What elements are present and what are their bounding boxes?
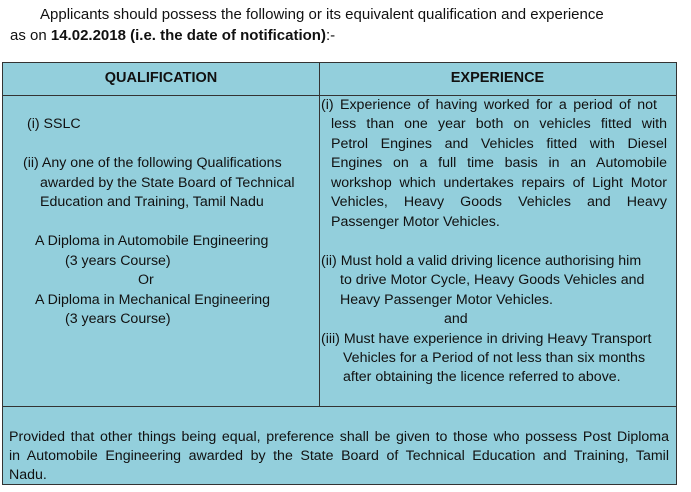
qualification-line: awarded by the State Board of Technical <box>40 175 295 191</box>
experience-line: to drive Motor Cycle, Heavy Goods Vehicles and <box>340 272 645 288</box>
experience-line: and <box>444 311 468 327</box>
experience-line: Passenger Motor Vehicles. <box>331 214 500 230</box>
experience-line: Vehicles for a Period of not less than six months <box>343 350 646 366</box>
experience-line: Vehicles, Heavy Goods Vehicles and Heavy <box>331 194 667 210</box>
experience-line: workshop which undertakes repairs of Light Motor <box>331 175 667 191</box>
qualification-line: Education and Training, Tamil Nadu <box>40 194 264 210</box>
experience-line: Heavy Passenger Motor Vehicles. <box>340 292 553 308</box>
qualification-line: (i) SSLC <box>27 116 81 132</box>
header-experience: EXPERIENCE <box>450 70 545 86</box>
intro-suffix: :- <box>325 27 336 44</box>
intro-text: as on <box>10 27 51 44</box>
intro-line-1: Applicants should possess the following or its equivalent qualification and experience <box>40 6 604 23</box>
footer-line: Provided that other things being equal, preference shall be given to those who possess Post Diploma <box>9 429 669 445</box>
experience-line: less than one year both on vehicles fitted with <box>331 116 667 132</box>
experience-line: Petrol Engines and Vehicles fitted with Diesel <box>331 136 667 152</box>
qualification-line: Or <box>138 272 154 288</box>
header-qualification: QUALIFICATION <box>104 70 218 86</box>
experience-line: Engines on a full time basis in an Automobile <box>331 155 667 171</box>
experience-line: after obtaining the licence referred to above. <box>343 369 621 385</box>
row-divider <box>3 406 676 407</box>
intro-line-2 <box>10 25 670 46</box>
qualification-line: A Diploma in Mechanical Engineering <box>35 292 271 308</box>
experience-line: (iii) Must have experience in driving Heavy Transport <box>321 331 652 347</box>
footer-line: in Automobile Engineering awarded by the State Board of Technical Education and Training, Tamil <box>9 448 669 464</box>
notification-date: 14.02.2018 (i.e. the date of notification) <box>50 27 326 44</box>
qualification-line: (3 years Course) <box>65 311 171 327</box>
column-divider <box>319 63 320 406</box>
qualification-line: (3 years Course) <box>65 253 171 269</box>
experience-line: (ii) Must hold a valid driving licence authorising him <box>321 253 642 269</box>
footer-line: Nadu. <box>9 467 47 483</box>
qualification-line: A Diploma in Automobile Engineering <box>35 233 269 249</box>
qualification-line: (ii) Any one of the following Qualifications <box>23 155 282 171</box>
qualification-table <box>2 62 677 485</box>
experience-line: (i) Experience of having worked for a period of not <box>321 97 657 113</box>
